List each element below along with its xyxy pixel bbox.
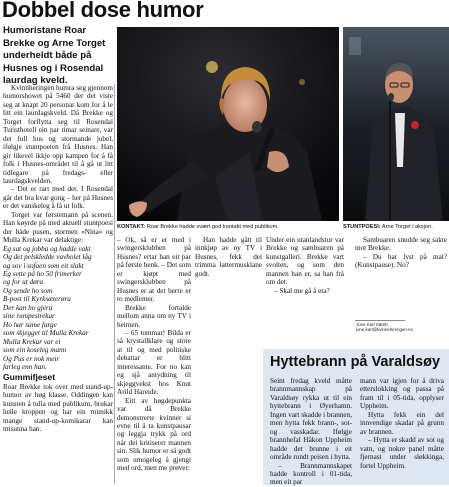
paragraph: – Skal me gå å eta? bbox=[274, 286, 330, 295]
paragraph: Brekke fortalde mellom anna om ny TV i heimen. bbox=[117, 303, 191, 329]
paragraph: Hytta fekk ein del innvendige skadar på grunn av brannen. bbox=[360, 410, 444, 436]
paragraph: – Brannmannskapet hadde kontroll i 01-tida, men eit par bbox=[270, 461, 352, 487]
paragraph: – Det er rart med det. I Rosendal går det bra kvar gong – her på Husnes er det vanskeleg å få ut folk. bbox=[3, 185, 113, 211]
column-divider bbox=[114, 84, 115, 484]
poem-line: B-post til Kyrksæterøra bbox=[3, 295, 71, 304]
poem-line: Mulla Krekar var ei bbox=[3, 337, 61, 346]
poem-line: og for ut døra bbox=[3, 278, 44, 287]
paragraph: Kvinnheringen humra seg gjennom humorshowet på 5460 der det viste seg at knapt 20 personar kom for å le litt ein laurdagskveld. Då Brekke og Torget forflytta seg til Rosendal Turisthotell ein par timar seinare, var det full hus og stormande jubel, ifølgje stuntpoeten frå Husnes. Han gir likevel ikkje opp kampen for å få folk i Husnes-området til å gå ut litt tidlegare på fredags- eller laurdagskvelden. bbox=[3, 84, 113, 185]
side-photo-caption bbox=[343, 224, 433, 231]
brief-title: Hyttebrann på Varaldsøy bbox=[270, 354, 441, 370]
poem-line: farleg enn han. bbox=[3, 362, 47, 371]
poem-line: Og det pelskledde vavholet låg bbox=[3, 253, 92, 262]
caption-text: Roar Brekke hadde svært god kontakt med publikum. bbox=[146, 224, 279, 230]
article-column-5 bbox=[355, 236, 447, 270]
paragraph: – Hytta er skadd av sot og vatn, og nokre panel måtte fjernast under sløkkinga, fortel Uppheim. bbox=[360, 436, 444, 470]
article-column-2 bbox=[117, 236, 191, 473]
paragraph: – 65 tommar! Bilda er så krystallklare og store at til og med politiske debattar er blitt interessante. For no kan eg sjå antydning til skjeggvekst hos Knut Arild Hareide. bbox=[117, 328, 191, 397]
poem-line: som ein koseleg mann bbox=[3, 346, 67, 355]
caption-label: STUNTPOESI: bbox=[343, 224, 381, 230]
poem-line: og sov i sofaen som eit slakt bbox=[3, 261, 84, 270]
caption-label: KONTAKT: bbox=[117, 224, 146, 230]
byline-name: Jone Karl Søreb bbox=[356, 322, 388, 327]
stunt-poet-image bbox=[343, 27, 449, 221]
paragraph: Under ein utanlandstur var Brekke og sambuaren på kunstgalleri. Brekke vart svolten, og som den mannen han er, sa han frå om det. bbox=[266, 236, 344, 287]
main-photo bbox=[117, 27, 339, 221]
poem-line: Eg sat og jobba og hadde vakt bbox=[3, 244, 91, 253]
poem-line: Der kan ho gjera bbox=[3, 303, 53, 312]
brief-column-b bbox=[360, 377, 444, 470]
paragraph: Roar Brekke tok over med stand-up-humor av høg klasse. Oddingen kan kunsten å tulla med publikum, brukar heile kroppen og har ein mimikk mange stand-up-komikarar kan misunna han. bbox=[3, 382, 113, 434]
brief-column-a bbox=[270, 377, 352, 487]
paragraph: Seint fredag kveld måtte brannmannskap på Varaldsøy rykka ut til ein hyttebrann i Øyerhamn. Ingen vart skadde i brannen, men hytta fekk brann-, sot- og vasskadar. Ifølgje brannhefal Håkon Uppheim hadde det brunne i eit område rundt peisen i hytta. bbox=[270, 377, 352, 462]
paragraph: Eitt av høgdepunkta var då Brekke demonstrerte kvinner si evne til å ta kunstpausar og leggja trykk på ord når dei kritiserer mannen sin. Slik humor er så godt som umogeleg å gjengi med ord, men me prøver: bbox=[117, 396, 191, 473]
paragraph: Torget var førstemann på scenen. Han køyrde på med aktuell stuntpoesi der både pusen, stormen «Nina» og Mulla Krekar var delaktige: bbox=[3, 210, 113, 245]
byline bbox=[356, 322, 448, 332]
poem-line: som skjegget til Mulla Krekar bbox=[3, 329, 89, 338]
paragraph: Han hadde gått til innkjøp av ny TV i Husnes, fekk dei trimma lattermusklane godt. bbox=[195, 236, 262, 278]
paragraph: Sambuaren snudde seg sakte mot Brekke. bbox=[355, 236, 447, 253]
paragraph: – Du har lyst på mat? (Kunstpause). No? bbox=[355, 252, 447, 270]
ingress: Humoristane Roar Brekke og Arne Torget underheldt både på Husnes og i Rosendal laurdag kveld. bbox=[3, 25, 106, 87]
main-photo-caption bbox=[117, 224, 279, 231]
poem-line: Eg sette på ho 50 frimerker bbox=[3, 269, 82, 278]
article-column-4 bbox=[266, 236, 344, 295]
paragraph: mann var igjen for å driva etterslokking og passa på fram til i 05-tida, opplyser Uppheim. bbox=[360, 377, 444, 411]
comedian-on-stage-image bbox=[117, 27, 339, 221]
side-photo bbox=[343, 27, 449, 221]
poem-line: Og Pus er nok meir bbox=[3, 354, 60, 363]
subheading: Gummifjeset bbox=[3, 372, 56, 383]
article-column-3 bbox=[195, 236, 262, 278]
byline-rule bbox=[355, 320, 405, 321]
headline: Dobbel dose humor bbox=[2, 0, 204, 22]
poem-line: sine rumpestrekar bbox=[3, 312, 55, 321]
article-column-1 bbox=[3, 84, 113, 434]
paragraph: – Ok, så er er med i swingersklubben på Husnes? ertar han eit par på første benk. – Det som er kjøpt med swingersklubben på Husnes er at det berre er to medlemer. bbox=[117, 236, 191, 304]
caption-text: Arne Torget i aksjon. bbox=[381, 224, 433, 230]
byline-email: jone.karl@kvinneheringen.no bbox=[356, 327, 413, 333]
poem-line: Ho har same farge bbox=[3, 320, 57, 329]
poem-line: Og sende ho som bbox=[3, 286, 53, 295]
